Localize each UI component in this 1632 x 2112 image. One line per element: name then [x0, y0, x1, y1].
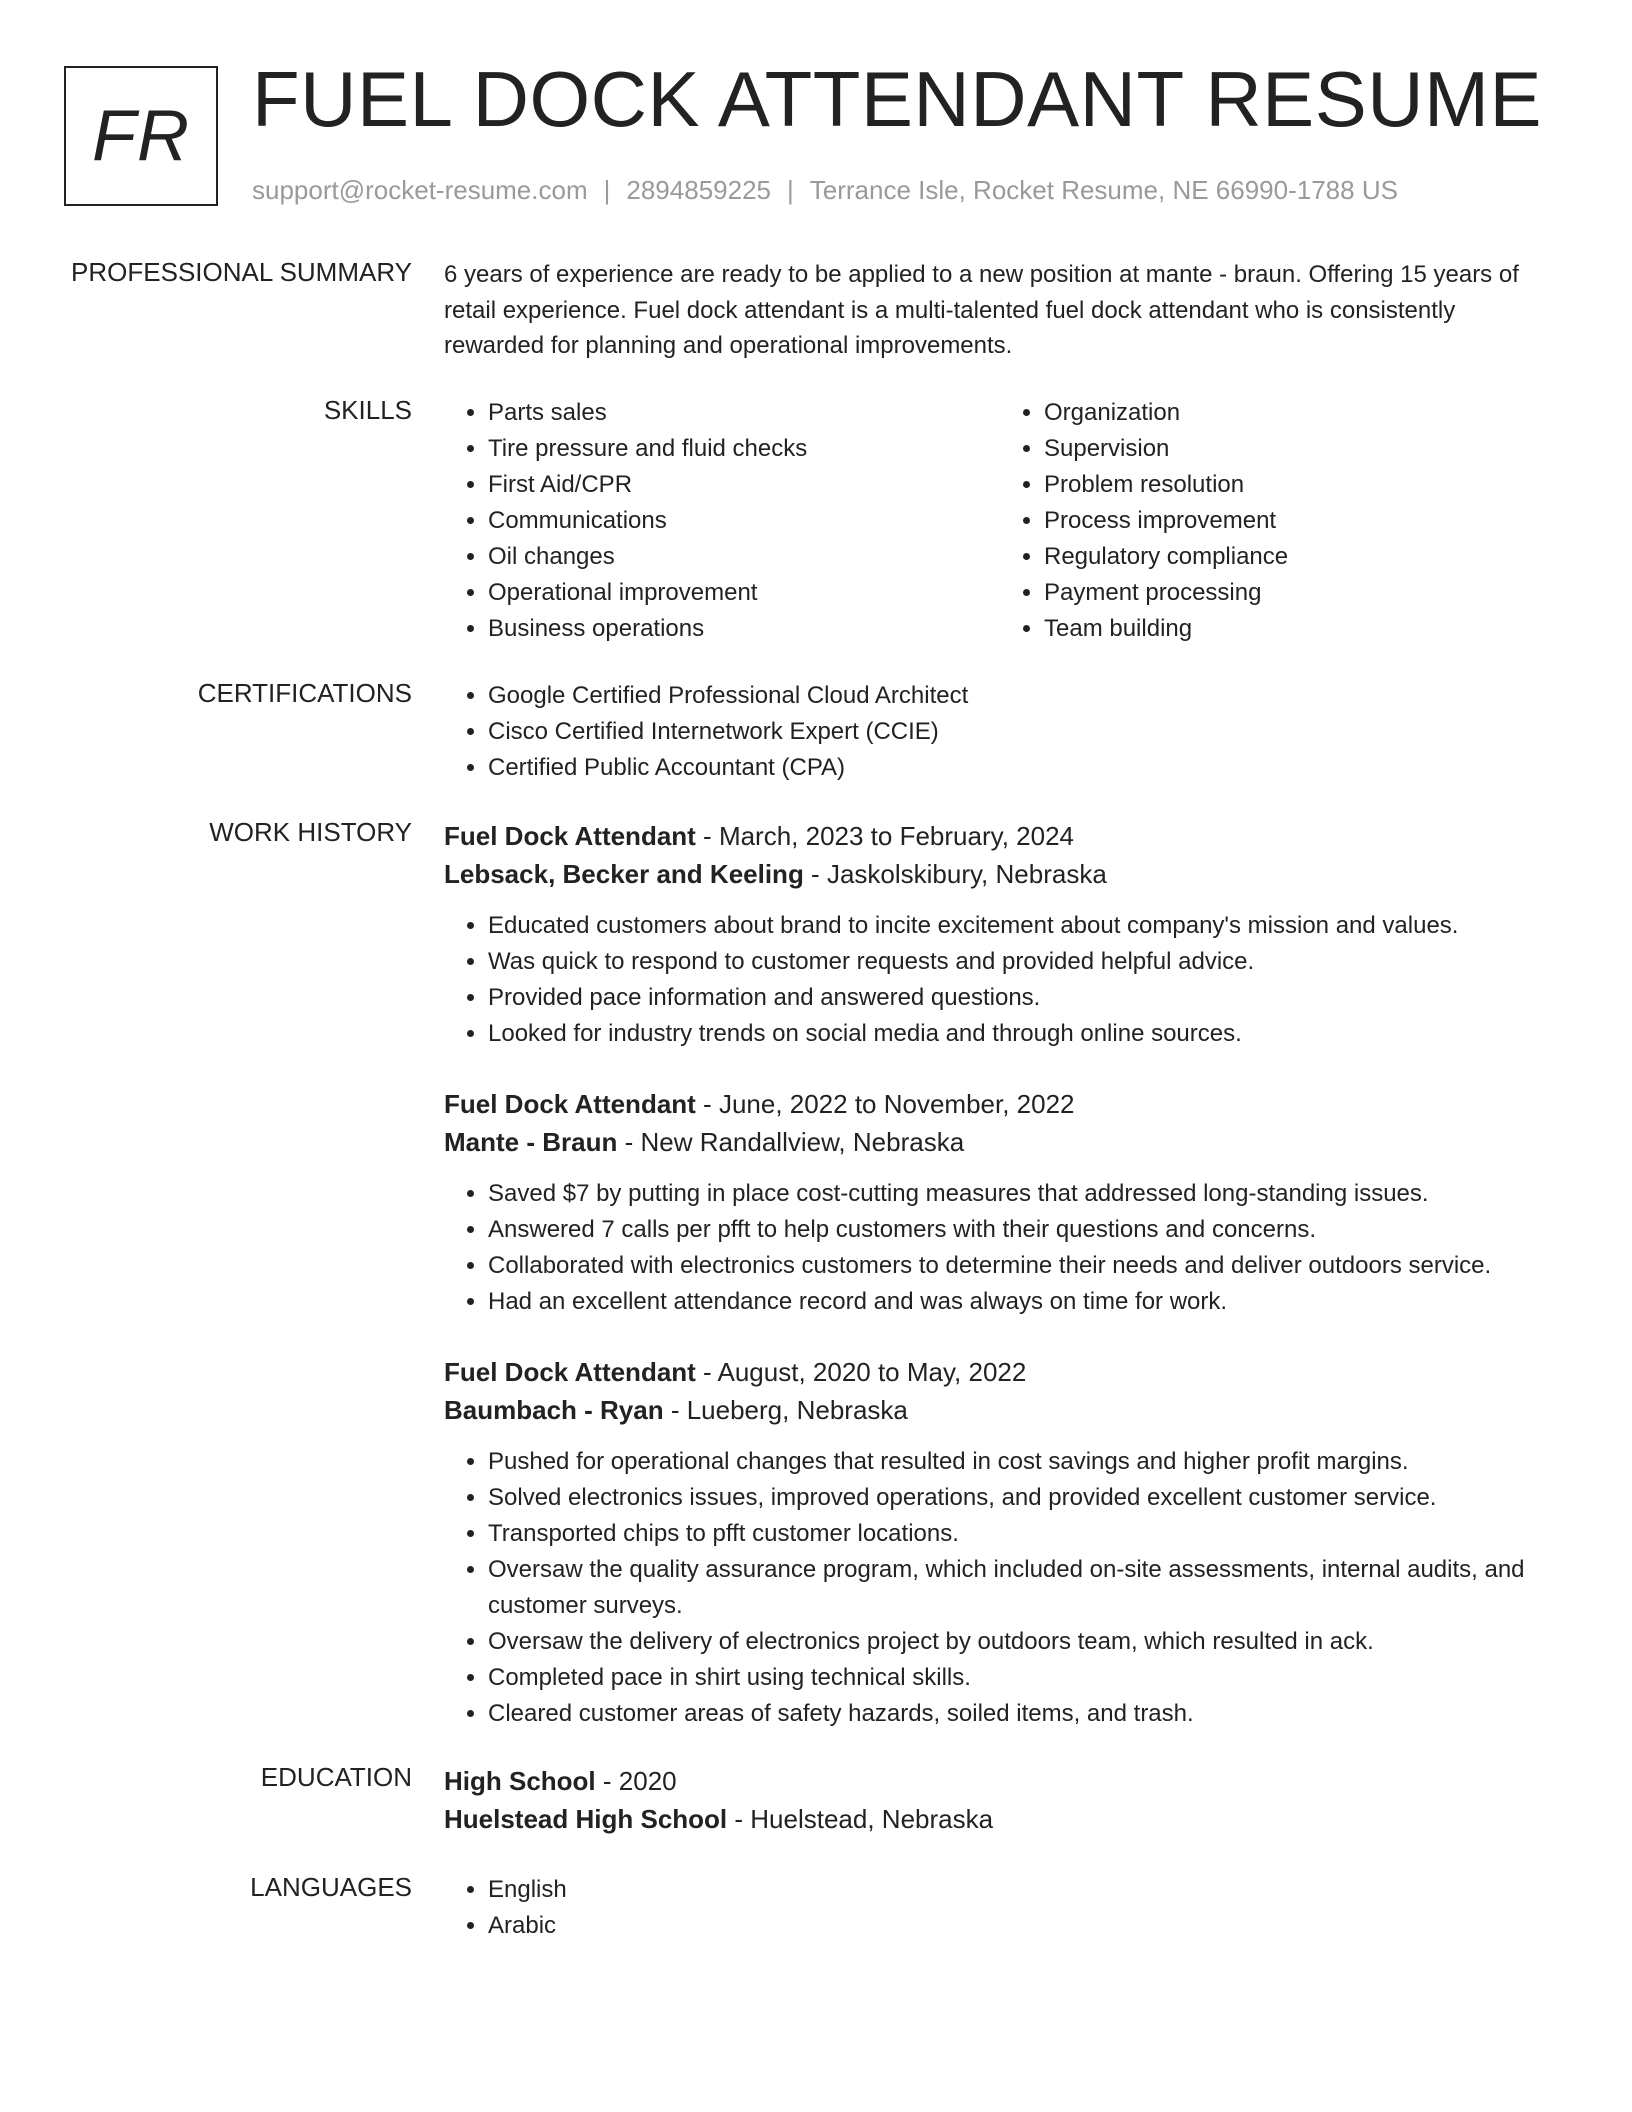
job-title: Fuel Dock Attendant [444, 1089, 696, 1119]
job-bullet: • Transported chips to pfft customer locations. [488, 1516, 1556, 1552]
contact-separator: | [603, 175, 611, 205]
job-title-line: Fuel Dock Attendant - June, 2022 to November, 2022 [444, 1089, 1075, 1119]
skill-item: • Organization [1044, 395, 1556, 431]
job-entry [444, 1353, 1556, 1732]
job-bullet: • Was quick to respond to customer requests and provided helpful advice. [488, 944, 1556, 980]
skill-item: • Regulatory compliance [1044, 539, 1556, 575]
job-title: Fuel Dock Attendant [444, 821, 696, 851]
job-company-line: Baumbach - Ryan - Lueberg, Nebraska [444, 1395, 908, 1425]
education-school: Huelstead High School [444, 1804, 728, 1834]
job-bullet: • Completed pace in shirt using technical skills. [488, 1660, 1556, 1696]
language-item: • English [488, 1872, 1556, 1908]
job-title-line: Fuel Dock Attendant - March, 2023 to February, 2024 [444, 821, 1074, 851]
job-bullet: • Had an excellent attendance record and was always on time for work. [488, 1284, 1556, 1320]
education-degree-line: High School - 2020 [444, 1766, 677, 1796]
section-label-certifications: CERTIFICATIONS [197, 678, 412, 708]
job-bullet: • Oversaw the delivery of electronics project by outdoors team, which resulted in ack. [488, 1624, 1556, 1660]
resume-title: FUEL DOCK ATTENDANT RESUME [252, 55, 1543, 143]
skill-item: • Oil changes [488, 539, 1000, 575]
job-dates: June, 2022 to November, 2022 [718, 1089, 1075, 1119]
education-location: Huelstead, Nebraska [750, 1804, 994, 1834]
summary-body [444, 257, 1556, 364]
job-bullet: • Oversaw the quality assurance program, which included on-site assessments, internal audits, and customer surveys. [488, 1552, 1556, 1624]
section-label-languages: LANGUAGES [250, 1872, 412, 1902]
work-history-body [444, 817, 1556, 1727]
section-label-work-history: WORK HISTORY [209, 817, 412, 847]
job-dates: August, 2020 to May, 2022 [717, 1357, 1027, 1387]
language-item: • Arabic [488, 1908, 1556, 1944]
job-bullet: • Saved $7 by putting in place cost-cutting measures that addressed long-standing issues. [488, 1176, 1556, 1212]
job-company-line: Lebsack, Becker and Keeling - Jaskolskibury, Nebraska [444, 859, 1107, 889]
job-bullet: • Collaborated with electronics customers to determine their needs and deliver outdoors service. [488, 1248, 1556, 1284]
job-company-line: Mante - Braun - New Randallview, Nebraska [444, 1127, 965, 1157]
skill-item: • Parts sales [488, 395, 1000, 431]
education-body [444, 1762, 1556, 1838]
job-company: Baumbach - Ryan [444, 1395, 664, 1425]
job-bullet: • Educated customers about brand to incite excitement about company's mission and values. [488, 908, 1556, 944]
job-bullet: • Pushed for operational changes that resulted in cost savings and higher profit margins. [488, 1444, 1556, 1480]
job-dates: March, 2023 to February, 2024 [718, 821, 1074, 851]
job-bullet: • Solved electronics issues, improved operations, and provided excellent customer service. [488, 1480, 1556, 1516]
job-location: New Randallview, Nebraska [640, 1127, 965, 1157]
job-title: Fuel Dock Attendant [444, 1357, 696, 1387]
certifications-body [444, 678, 1556, 786]
skill-item: • Business operations [488, 611, 1000, 647]
job-location: Lueberg, Nebraska [686, 1395, 908, 1425]
job-company: Mante - Braun [444, 1127, 618, 1157]
contact-phone[interactable]: 2894859225 [626, 175, 771, 205]
certification-item: • Google Certified Professional Cloud Architect [488, 678, 1556, 714]
skill-item: • Supervision [1044, 431, 1556, 467]
skill-item: • Process improvement [1044, 503, 1556, 539]
skill-item: • First Aid/CPR [488, 467, 1000, 503]
job-bullet: • Looked for industry trends on social media and through online sources. [488, 1016, 1556, 1052]
skill-item: • Communications [488, 503, 1000, 539]
job-entry [444, 817, 1556, 1052]
skill-item: • Tire pressure and fluid checks [488, 431, 1000, 467]
skill-item: • Problem resolution [1044, 467, 1556, 503]
contact-separator: | [787, 175, 794, 205]
section-label-education: EDUCATION [260, 1762, 412, 1792]
summary-text: 6 years of experience are ready to be applied to a new position at mante - braun. Offering 15 years of retail experience. Fuel dock attendant is a multi-talented fuel dock attendant who is consistently rewarded for planning and operational improvements. [444, 261, 1519, 359]
languages-body [444, 1872, 1556, 1944]
section-label-skills: SKILLS [323, 395, 412, 425]
education-degree: High School [444, 1766, 596, 1796]
skills-column-1 [444, 395, 1000, 647]
education-year: 2020 [618, 1766, 677, 1796]
skill-item: • Operational improvement [488, 575, 1000, 611]
section-label-summary: PROFESSIONAL SUMMARY [71, 257, 412, 287]
skills-column-2 [1000, 395, 1556, 647]
contact-email[interactable]: support@rocket-resume.com [252, 175, 588, 205]
skills-body [444, 395, 1556, 647]
skill-item: • Team building [1044, 611, 1556, 647]
job-company: Lebsack, Becker and Keeling [444, 859, 804, 889]
certification-item: • Certified Public Accountant (CPA) [488, 750, 1556, 786]
job-bullet: • Answered 7 calls per pfft to help customers with their questions and concerns. [488, 1212, 1556, 1248]
job-bullet: • Cleared customer areas of safety hazards, soiled items, and trash. [488, 1696, 1556, 1732]
job-bullet: • Provided pace information and answered questions. [488, 980, 1556, 1016]
monogram-logo: FR [64, 66, 218, 206]
job-location: Jaskolskibury, Nebraska [826, 859, 1107, 889]
contact-address: Terrance Isle, Rocket Resume, NE 66990-1788 US [809, 175, 1398, 205]
certification-item: • Cisco Certified Internetwork Expert (CCIE) [488, 714, 1556, 750]
job-title-line: Fuel Dock Attendant - August, 2020 to May, 2022 [444, 1357, 1027, 1387]
contact-line [252, 175, 1398, 206]
job-entry [444, 1085, 1556, 1320]
skill-item: • Payment processing [1044, 575, 1556, 611]
education-school-line: Huelstead High School - Huelstead, Nebraska [444, 1804, 994, 1834]
